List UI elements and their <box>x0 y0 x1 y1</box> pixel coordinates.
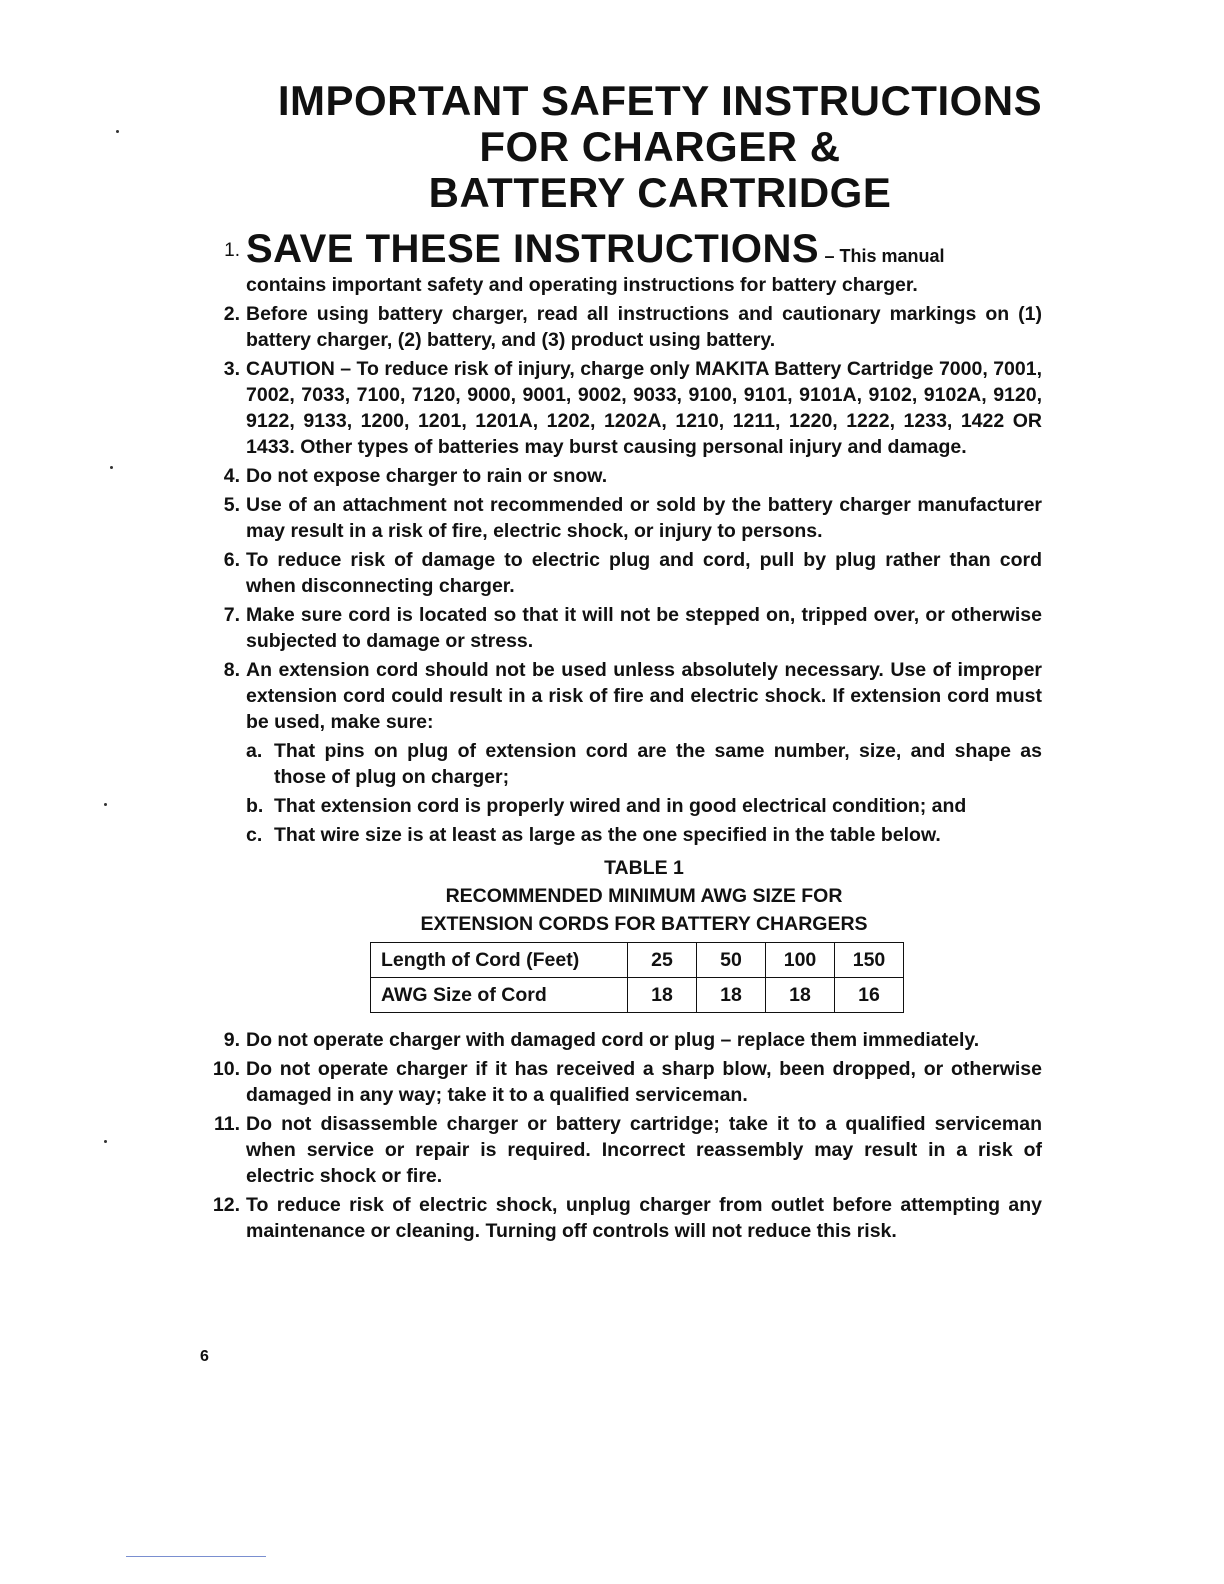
list-item <box>200 492 1042 544</box>
list-item <box>200 657 1042 1013</box>
scan-speck <box>104 803 107 806</box>
instruction-list <box>200 226 1042 1247</box>
sub-item <box>246 793 1042 819</box>
item-text: Do not disassemble charger or battery cartridge; take it to a qualified serviceman when service or repair is required. Incorrect reassembly may result in a risk of electric shock or fire. <box>246 1113 1042 1187</box>
list-item <box>200 547 1042 599</box>
table-cell: 100 <box>766 943 835 978</box>
sub-item-text: That extension cord is properly wired and in good electrical condition; and <box>274 795 967 817</box>
table-row <box>371 943 904 978</box>
item-text: Do not operate charger if it has received a sharp blow, been dropped, or otherwise damaged in any way; take it to a qualified serviceman. <box>246 1058 1042 1106</box>
item-number: 6. <box>223 549 240 571</box>
list-item <box>200 1111 1042 1189</box>
table-cell: 25 <box>628 943 697 978</box>
table-cell: 16 <box>835 978 904 1013</box>
awg-size-table <box>370 942 904 1013</box>
list-item <box>200 301 1042 353</box>
scan-edge-line <box>126 1556 266 1557</box>
sub-item-letter: c. <box>246 824 263 846</box>
table-row <box>371 978 904 1013</box>
table-caption-line: RECOMMENDED MINIMUM AWG SIZE FOR <box>445 885 843 907</box>
table-cell: 150 <box>835 943 904 978</box>
item-number: 11. <box>213 1113 240 1135</box>
page-title <box>160 78 1160 216</box>
item-text: Make sure cord is located so that it will not be stepped on, tripped over, or otherwise subjected to damage or stress. <box>246 604 1042 652</box>
item-text: To reduce risk of damage to electric plug and cord, pull by plug rather than cord when disconnecting charger. <box>246 549 1042 597</box>
table-cell: 18 <box>697 978 766 1013</box>
list-item <box>200 1056 1042 1108</box>
table-caption-line: TABLE 1 <box>604 857 684 879</box>
table-caption <box>246 854 1042 938</box>
item-number: 10. <box>212 1058 240 1080</box>
list-item <box>200 1192 1042 1244</box>
list-item <box>200 356 1042 460</box>
item-text: An extension cord should not be used unless absolutely necessary. Use of improper extension cord could result in a risk of fire and electric shock. If extension cord must be used, make sure: <box>246 659 1042 733</box>
item-number: 8. <box>223 659 240 681</box>
item-number: 4. <box>223 465 240 487</box>
page-number: 6 <box>200 1348 209 1365</box>
item-number: 7. <box>223 604 240 626</box>
item-text: To reduce risk of electric shock, unplug charger from outlet before attempting any maintenance or cleaning. Turning off controls will not reduce this risk. <box>246 1194 1042 1242</box>
scan-speck <box>104 1140 107 1143</box>
item-number: 3. <box>223 358 240 380</box>
sub-item <box>246 822 1042 848</box>
table-caption-line: EXTENSION CORDS FOR BATTERY CHARGERS <box>420 913 868 935</box>
save-instructions-heading: SAVE THESE INSTRUCTIONS <box>246 227 820 271</box>
item-number: 5. <box>223 494 240 516</box>
sub-item-letter: b. <box>246 795 264 817</box>
item-text: CAUTION – To reduce risk of injury, charge only MAKITA Battery Cartridge 7000, 7001, 7002, 7033, 7100, 7120, 9000, 9001, 9002, 9033, 9100, 9101, 9101A, 9102, 9102A, 9120, 9122, 9133, 1200, 1201, 1201A, 1202, 1202A, 1210, 1211, 1220, 1222, 1233, 1422 OR 1433. Other types of batteries may burst causing personal injury and damage. <box>246 358 1042 458</box>
sub-item <box>246 738 1042 790</box>
table-cell: 18 <box>628 978 697 1013</box>
title-line-1: IMPORTANT SAFETY INSTRUCTIONS <box>277 77 1043 124</box>
sub-item-text: That pins on plug of extension cord are the same number, size, and shape as those of plug on charger; <box>274 740 1042 788</box>
save-heading-tail: – This manual <box>824 246 945 266</box>
table-cell: 50 <box>697 943 766 978</box>
sub-item-letter: a. <box>246 740 263 762</box>
scan-speck <box>110 466 113 469</box>
item-number: 2. <box>223 303 240 325</box>
table-cell: 18 <box>766 978 835 1013</box>
title-line-2: FOR CHARGER & <box>479 123 841 170</box>
item-number: 9. <box>223 1029 240 1051</box>
list-item <box>200 463 1042 489</box>
item-text: Do not expose charger to rain or snow. <box>246 465 608 487</box>
item-text: Do not operate charger with damaged cord or plug – replace them immediately. <box>246 1029 980 1051</box>
item-text: Before using battery charger, read all instructions and cautionary markings on (1) battery charger, (2) battery, and (3) product using battery. <box>246 303 1042 351</box>
item-number: 1. <box>224 240 240 261</box>
item-number: 12. <box>212 1194 240 1216</box>
table-row-label: AWG Size of Cord <box>371 978 628 1013</box>
title-line-3: BATTERY CARTRIDGE <box>428 169 892 216</box>
list-item <box>200 226 1042 298</box>
item-text: Use of an attachment not recommended or sold by the battery charger manufacturer may result in a risk of fire, electric shock, or injury to persons. <box>246 494 1042 542</box>
sub-item-text: That wire size is at least as large as the one specified in the table below. <box>274 824 941 846</box>
scan-speck <box>116 130 119 133</box>
list-item <box>200 1027 1042 1053</box>
list-item <box>200 602 1042 654</box>
table-row-label: Length of Cord (Feet) <box>371 943 628 978</box>
item-text: contains important safety and operating instructions for battery charger. <box>246 274 918 296</box>
